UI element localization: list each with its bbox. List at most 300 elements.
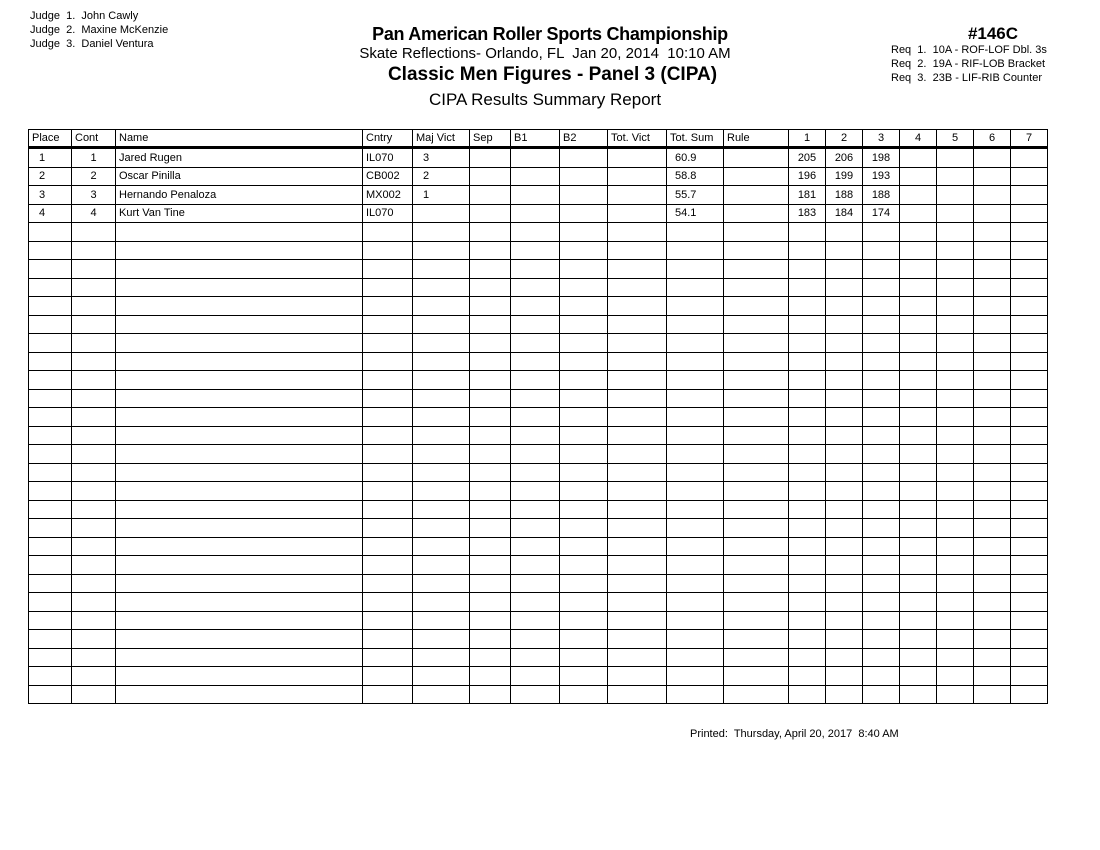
cell-rule <box>724 315 789 334</box>
cell-b2 <box>560 315 608 334</box>
cell-judge-4-score <box>900 519 937 538</box>
cell-b2 <box>560 389 608 408</box>
empty-table-row <box>29 556 1048 575</box>
cell-judge-4-score <box>900 148 937 168</box>
cell-judge-1-score <box>789 260 826 279</box>
cell-judge-3-score <box>863 371 900 390</box>
cell-judge-5-score <box>937 445 974 464</box>
cell-judge-7-score <box>1011 519 1048 538</box>
cell-judge-6-score <box>974 463 1011 482</box>
cell-judge-2-score <box>826 278 863 297</box>
cell-place <box>29 426 72 445</box>
cell-judge-7-score <box>1011 260 1048 279</box>
cell-cntry <box>363 371 413 390</box>
cell-judge-4-score <box>900 167 937 186</box>
empty-table-row <box>29 389 1048 408</box>
cell-judge-6-score <box>974 630 1011 649</box>
empty-table-row <box>29 463 1048 482</box>
cell-place <box>29 223 72 242</box>
cell-judge-2-score <box>826 315 863 334</box>
cell-cntry <box>363 389 413 408</box>
col-judge-4: 4 <box>900 130 937 148</box>
cell-tot-sum: 55.7 <box>667 186 724 205</box>
cell-cont <box>72 630 116 649</box>
cell-cntry <box>363 278 413 297</box>
cell-name <box>116 482 363 501</box>
cell-judge-2-score <box>826 611 863 630</box>
cell-tot-vict <box>608 445 667 464</box>
cell-judge-6-score <box>974 611 1011 630</box>
cell-judge-2-score <box>826 574 863 593</box>
cell-b2 <box>560 223 608 242</box>
cell-judge-2-score <box>826 445 863 464</box>
cell-tot-sum <box>667 574 724 593</box>
empty-table-row <box>29 241 1048 260</box>
cell-rule <box>724 574 789 593</box>
cell-sep <box>470 223 511 242</box>
cell-b1 <box>511 463 560 482</box>
cell-judge-3-score <box>863 482 900 501</box>
cell-rule <box>724 426 789 445</box>
cell-maj-vict <box>413 371 470 390</box>
cell-place <box>29 408 72 427</box>
cell-maj-vict: 2 <box>413 167 470 186</box>
cell-judge-1-score <box>789 556 826 575</box>
empty-table-row <box>29 260 1048 279</box>
cell-tot-vict <box>608 186 667 205</box>
cell-judge-3-score <box>863 519 900 538</box>
cell-name <box>116 445 363 464</box>
cell-place <box>29 667 72 686</box>
cell-cont <box>72 389 116 408</box>
cell-judge-3-score <box>863 389 900 408</box>
cell-rule <box>724 167 789 186</box>
cell-place <box>29 463 72 482</box>
championship-title: Pan American Roller Sports Championship <box>372 24 728 44</box>
cell-judge-7-score <box>1011 500 1048 519</box>
cell-place <box>29 297 72 316</box>
cell-cont <box>72 685 116 704</box>
cell-name <box>116 334 363 353</box>
judge-2: Judge 2. Maxine McKenzie <box>30 24 169 36</box>
cell-judge-6-score <box>974 241 1011 260</box>
cell-tot-vict <box>608 519 667 538</box>
empty-table-row <box>29 223 1048 242</box>
cell-tot-vict <box>608 593 667 612</box>
cell-judge-1-score <box>789 667 826 686</box>
cell-cont <box>72 556 116 575</box>
cell-maj-vict: 1 <box>413 186 470 205</box>
cell-maj-vict <box>413 500 470 519</box>
cell-name <box>116 426 363 445</box>
cell-judge-2-score <box>826 556 863 575</box>
requirements-list <box>891 43 1047 85</box>
cell-sep <box>470 148 511 168</box>
cell-sep <box>470 611 511 630</box>
cell-b2 <box>560 297 608 316</box>
cell-tot-vict <box>608 223 667 242</box>
cell-judge-2-score <box>826 685 863 704</box>
cell-judge-1-score <box>789 352 826 371</box>
cell-maj-vict <box>413 426 470 445</box>
cell-tot-vict <box>608 426 667 445</box>
cell-judge-4-score <box>900 352 937 371</box>
cell-b1 <box>511 648 560 667</box>
cell-maj-vict <box>413 667 470 686</box>
cell-judge-4-score <box>900 278 937 297</box>
cell-judge-4-score <box>900 315 937 334</box>
cell-judge-4-score <box>900 630 937 649</box>
cell-name <box>116 630 363 649</box>
cell-judge-5-score <box>937 315 974 334</box>
cell-judge-3-score <box>863 537 900 556</box>
cell-name: Kurt Van Tine <box>116 204 363 223</box>
cell-maj-vict <box>413 445 470 464</box>
cell-judge-5-score <box>937 500 974 519</box>
cell-cont: 4 <box>72 204 116 223</box>
cell-tot-sum <box>667 389 724 408</box>
cell-b2 <box>560 574 608 593</box>
cell-maj-vict <box>413 204 470 223</box>
cell-judge-5-score <box>937 482 974 501</box>
cell-place <box>29 445 72 464</box>
cell-tot-sum <box>667 519 724 538</box>
cell-name <box>116 574 363 593</box>
cell-judge-1-score <box>789 389 826 408</box>
cell-judge-1-score <box>789 463 826 482</box>
cell-rule <box>724 519 789 538</box>
cell-b2 <box>560 685 608 704</box>
cell-judge-2-score <box>826 630 863 649</box>
cell-judge-6-score <box>974 685 1011 704</box>
cell-judge-3-score <box>863 297 900 316</box>
cell-judge-5-score <box>937 537 974 556</box>
cell-rule <box>724 445 789 464</box>
cell-judge-7-score <box>1011 315 1048 334</box>
cell-name <box>116 389 363 408</box>
cell-judge-2-score <box>826 500 863 519</box>
cell-cntry <box>363 334 413 353</box>
cell-place <box>29 315 72 334</box>
cell-judge-7-score <box>1011 685 1048 704</box>
cell-judge-4-score <box>900 611 937 630</box>
cell-place <box>29 648 72 667</box>
col-maj-vict: Maj Vict <box>413 130 470 148</box>
requirement-1: Req 1. 10A - ROF-LOF Dbl. 3s <box>891 44 1047 56</box>
cell-place: 3 <box>29 186 72 205</box>
cell-tot-sum <box>667 667 724 686</box>
cell-judge-7-score <box>1011 389 1048 408</box>
cell-judge-5-score <box>937 463 974 482</box>
empty-table-row <box>29 278 1048 297</box>
cell-judge-5-score <box>937 574 974 593</box>
cell-tot-vict <box>608 482 667 501</box>
empty-table-row <box>29 630 1048 649</box>
cell-judge-3-score <box>863 334 900 353</box>
cell-b1 <box>511 297 560 316</box>
cell-judge-5-score <box>937 352 974 371</box>
cell-place <box>29 630 72 649</box>
cell-name <box>116 685 363 704</box>
cell-judge-6-score <box>974 204 1011 223</box>
cell-name <box>116 667 363 686</box>
cell-cont <box>72 648 116 667</box>
table-row <box>29 186 1048 205</box>
cell-judge-2-score <box>826 223 863 242</box>
cell-cntry <box>363 260 413 279</box>
cell-rule <box>724 278 789 297</box>
venue-date: Skate Reflections- Orlando, FL Jan 20, 2014 10:10 AM <box>359 45 731 62</box>
cell-judge-2-score <box>826 241 863 260</box>
cell-maj-vict <box>413 537 470 556</box>
cell-judge-2-score <box>826 371 863 390</box>
cell-tot-vict <box>608 148 667 168</box>
cell-b1 <box>511 371 560 390</box>
cell-judge-1-score <box>789 426 826 445</box>
cell-tot-sum: 60.9 <box>667 148 724 168</box>
cell-judge-5-score <box>937 167 974 186</box>
cell-name <box>116 260 363 279</box>
cell-b2 <box>560 463 608 482</box>
cell-b2 <box>560 445 608 464</box>
cell-place <box>29 611 72 630</box>
cell-judge-1-score: 196 <box>789 167 826 186</box>
cell-judge-4-score <box>900 297 937 316</box>
cell-judge-7-score <box>1011 482 1048 501</box>
cell-judge-3-score <box>863 408 900 427</box>
cell-sep <box>470 389 511 408</box>
cell-rule <box>724 408 789 427</box>
cell-b1 <box>511 593 560 612</box>
table-row <box>29 167 1048 186</box>
cell-b2 <box>560 611 608 630</box>
col-cntry: Cntry <box>363 130 413 148</box>
cell-b2 <box>560 408 608 427</box>
cell-judge-2-score <box>826 667 863 686</box>
cell-judge-1-score <box>789 500 826 519</box>
cell-place: 4 <box>29 204 72 223</box>
cell-judge-1-score <box>789 482 826 501</box>
col-rule: Rule <box>724 130 789 148</box>
cell-place <box>29 389 72 408</box>
cell-b1 <box>511 315 560 334</box>
cell-cont: 1 <box>72 148 116 168</box>
cell-judge-6-score <box>974 148 1011 168</box>
cell-judge-1-score: 205 <box>789 148 826 168</box>
cell-name <box>116 648 363 667</box>
cell-judge-3-score <box>863 426 900 445</box>
cell-b1 <box>511 556 560 575</box>
cell-place <box>29 593 72 612</box>
cell-b1 <box>511 204 560 223</box>
col-judge-2: 2 <box>826 130 863 148</box>
cell-judge-5-score <box>937 278 974 297</box>
cell-b1 <box>511 537 560 556</box>
cell-judge-4-score <box>900 556 937 575</box>
cell-maj-vict <box>413 241 470 260</box>
judges-list <box>30 9 168 51</box>
cell-tot-sum <box>667 611 724 630</box>
cell-cont <box>72 352 116 371</box>
report-subtitle: CIPA Results Summary Report <box>428 90 662 109</box>
cell-judge-6-score <box>974 278 1011 297</box>
empty-table-row <box>29 352 1048 371</box>
cell-sep <box>470 482 511 501</box>
cell-cont <box>72 667 116 686</box>
cell-judge-6-score <box>974 667 1011 686</box>
cell-tot-sum: 54.1 <box>667 204 724 223</box>
cell-tot-vict <box>608 537 667 556</box>
cell-tot-vict <box>608 278 667 297</box>
cell-tot-vict <box>608 648 667 667</box>
event-code: #146C <box>967 24 1019 43</box>
cell-tot-sum <box>667 297 724 316</box>
cell-judge-7-score <box>1011 574 1048 593</box>
col-place: Place <box>29 130 72 148</box>
cell-b1 <box>511 408 560 427</box>
cell-judge-7-score <box>1011 204 1048 223</box>
cell-judge-4-score <box>900 500 937 519</box>
cell-sep <box>470 186 511 205</box>
judge-1: Judge 1. John Cawly <box>30 10 139 22</box>
cell-tot-sum <box>667 445 724 464</box>
cell-tot-vict <box>608 574 667 593</box>
cell-cntry <box>363 611 413 630</box>
empty-table-row <box>29 519 1048 538</box>
cell-b1 <box>511 519 560 538</box>
cell-tot-sum <box>667 593 724 612</box>
cell-b1 <box>511 667 560 686</box>
cell-cont <box>72 445 116 464</box>
cell-maj-vict <box>413 408 470 427</box>
cell-b2 <box>560 167 608 186</box>
cell-judge-2-score <box>826 334 863 353</box>
cell-tot-sum <box>667 315 724 334</box>
cell-judge-6-score <box>974 260 1011 279</box>
cell-cntry: IL070 <box>363 204 413 223</box>
cell-cont: 2 <box>72 167 116 186</box>
cell-b2 <box>560 186 608 205</box>
cell-judge-6-score <box>974 574 1011 593</box>
cell-judge-4-score <box>900 685 937 704</box>
cell-maj-vict <box>413 611 470 630</box>
cell-b1 <box>511 167 560 186</box>
cell-judge-7-score <box>1011 593 1048 612</box>
cell-sep <box>470 297 511 316</box>
cell-judge-2-score <box>826 519 863 538</box>
cell-tot-vict <box>608 408 667 427</box>
cell-judge-1-score <box>789 445 826 464</box>
cell-judge-1-score <box>789 408 826 427</box>
cell-rule <box>724 593 789 612</box>
cell-tot-vict <box>608 315 667 334</box>
cell-judge-3-score <box>863 574 900 593</box>
cell-cntry <box>363 574 413 593</box>
cell-rule <box>724 685 789 704</box>
cell-judge-5-score <box>937 204 974 223</box>
results-table <box>28 129 1048 704</box>
cell-rule <box>724 241 789 260</box>
cell-cntry <box>363 223 413 242</box>
cell-cntry <box>363 630 413 649</box>
cell-sep <box>470 519 511 538</box>
cell-maj-vict <box>413 260 470 279</box>
cell-place <box>29 371 72 390</box>
event-title: Classic Men Figures - Panel 3 (CIPA) <box>387 64 718 85</box>
cell-judge-3-score: 188 <box>863 186 900 205</box>
cell-judge-2-score <box>826 408 863 427</box>
cell-name: Oscar Pinilla <box>116 167 363 186</box>
cell-place <box>29 537 72 556</box>
cell-sep <box>470 260 511 279</box>
cell-judge-4-score <box>900 408 937 427</box>
cell-judge-6-score <box>974 186 1011 205</box>
col-judge-6: 6 <box>974 130 1011 148</box>
cell-sep <box>470 537 511 556</box>
cell-b1 <box>511 611 560 630</box>
cell-judge-7-score <box>1011 648 1048 667</box>
cell-judge-3-score <box>863 630 900 649</box>
cell-maj-vict <box>413 482 470 501</box>
cell-judge-7-score <box>1011 556 1048 575</box>
empty-table-row <box>29 685 1048 704</box>
cell-judge-3-score <box>863 500 900 519</box>
cell-judge-2-score <box>826 426 863 445</box>
cell-judge-1-score <box>789 574 826 593</box>
cell-judge-1-score <box>789 241 826 260</box>
col-judge-1: 1 <box>789 130 826 148</box>
cell-judge-2-score <box>826 648 863 667</box>
cell-judge-6-score <box>974 297 1011 316</box>
cell-judge-2-score <box>826 389 863 408</box>
cell-cont <box>72 260 116 279</box>
cell-tot-vict <box>608 500 667 519</box>
col-judge-5: 5 <box>937 130 974 148</box>
cell-cont: 3 <box>72 186 116 205</box>
cell-cntry <box>363 556 413 575</box>
cell-cont <box>72 519 116 538</box>
cell-place <box>29 574 72 593</box>
cell-b2 <box>560 352 608 371</box>
cell-tot-vict <box>608 556 667 575</box>
cell-tot-vict <box>608 611 667 630</box>
cell-judge-7-score <box>1011 426 1048 445</box>
cell-judge-2-score <box>826 260 863 279</box>
cell-judge-4-score <box>900 537 937 556</box>
empty-table-row <box>29 482 1048 501</box>
cell-place: 1 <box>29 148 72 168</box>
cell-sep <box>470 371 511 390</box>
col-cont: Cont <box>72 130 116 148</box>
cell-rule <box>724 352 789 371</box>
cell-cont <box>72 574 116 593</box>
cell-judge-7-score <box>1011 278 1048 297</box>
cell-maj-vict <box>413 630 470 649</box>
cell-rule <box>724 297 789 316</box>
cell-judge-1-score <box>789 297 826 316</box>
cell-rule <box>724 648 789 667</box>
cell-judge-6-score <box>974 334 1011 353</box>
cell-b2 <box>560 537 608 556</box>
cell-judge-6-score <box>974 482 1011 501</box>
col-b2: B2 <box>560 130 608 148</box>
cell-judge-5-score <box>937 389 974 408</box>
cell-b1 <box>511 500 560 519</box>
cell-sep <box>470 334 511 353</box>
cell-tot-sum <box>667 352 724 371</box>
cell-judge-6-score <box>974 556 1011 575</box>
cell-judge-7-score <box>1011 463 1048 482</box>
